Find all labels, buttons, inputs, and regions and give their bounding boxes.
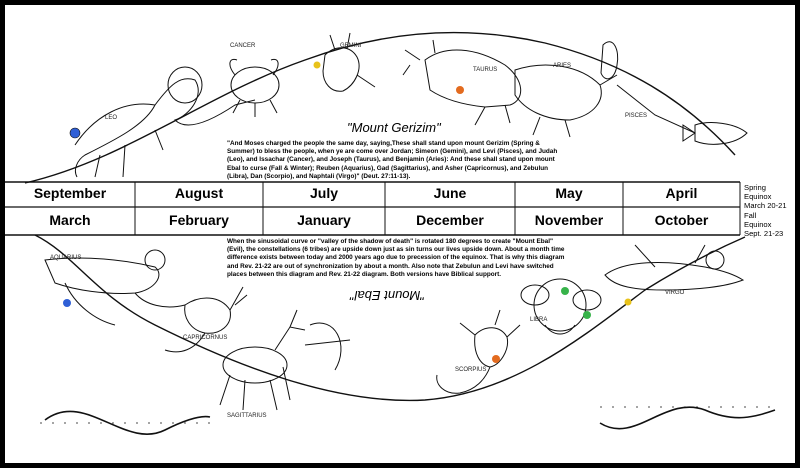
precession-note: When the sinusoidal curve or "valley of the shadow of death" is rotated 180 degrees to create "Mount Ebal" (Evil), the constellations (6 tribes) are upside down just as sin turns our lives upside down. About a month time difference exists between today and 2000 years ago due to precession of the equinox. That is why this diagram and Rev. 21-22 are out of synchronization by about a month. Also note that Zebulun and Levi have switched places between this diagram and Rev. 21-22 diagram. Both versions have Biblical support.	[227, 238, 565, 278]
mount-ebal-title: "Mount Ebal"	[350, 288, 425, 303]
sine-inset-right	[600, 407, 775, 429]
capricornus-figure	[165, 287, 247, 352]
sine-inset-left	[40, 411, 215, 434]
equinox-line-4: Fall	[744, 210, 757, 220]
month-top-5: May	[555, 185, 583, 201]
month-top-3: July	[309, 185, 338, 201]
pisces-label: PISCES	[625, 113, 648, 119]
gemini-star	[314, 62, 321, 69]
month-bottom-2: February	[169, 212, 229, 228]
virgo-figure	[605, 245, 743, 290]
equinox-note	[744, 183, 795, 238]
pisces-figure	[601, 42, 747, 145]
month-bottom-3: January	[297, 212, 351, 228]
aries-figure	[515, 65, 617, 137]
cancer-label: CANCER	[230, 43, 256, 49]
sagittarius-label: SAGITTARIUS	[227, 413, 267, 419]
scorpius-star	[492, 355, 500, 363]
aries-label: ARIES	[553, 63, 572, 69]
virgo-label: VIRGO	[665, 290, 685, 296]
libra-figure	[521, 279, 601, 334]
month-bottom-5: November	[534, 212, 604, 228]
month-top-4: June	[433, 185, 467, 201]
equinox-line-3: March 20-21	[744, 201, 787, 211]
aquarius-star	[63, 299, 71, 307]
mount-gerizim-title: "Mount Gerizim"	[347, 120, 441, 135]
equinox-line-2: Equinox	[744, 192, 772, 202]
virgo-star	[625, 299, 632, 306]
equinox-line-6: Sept. 21-23	[744, 229, 784, 239]
libra-label: LIBRA	[530, 317, 548, 323]
deuteronomy-quote: "And Moses charged the people the same day, saying,These shall stand upon mount Gerizim (Spring & Summer) to bless the people, when ye are come over Jordan; Simeon (Gemini), and Levi (Pisces), and Judah (Leo), and Issachar (Cancer), and Joseph (Taurus), and Benjamin (Aries): And these shall stand upon mount Ebal to curse (Fall & Winter); Reuben (Aquarius), Gad (Sagittarius), and Asher (Capricornus), and Zebulun (Libra), Dan (Scorpio), and Naphtali (Virgo)" (Deut. 27:11-13).	[227, 140, 558, 180]
sagittarius-figure	[220, 310, 350, 410]
gemini-label: GEMINI	[340, 43, 362, 49]
scorpius-label: SCORPIUS	[455, 367, 487, 373]
month-bottom-6: October	[654, 212, 709, 228]
zodiac-diagram	[5, 5, 795, 463]
taurus-figure	[403, 40, 521, 125]
aquarius-figure	[45, 250, 185, 325]
libra-star	[561, 287, 569, 295]
month-bottom-4: December	[416, 212, 484, 228]
scorpius-figure	[437, 310, 520, 393]
libra-star-2	[583, 311, 591, 319]
aquarius-label: AQUARIUS	[50, 255, 82, 261]
taurus-label: TAURUS	[473, 67, 498, 73]
diagram-artwork	[5, 5, 795, 463]
capricornus-label: CAPRICORNUS	[183, 335, 228, 341]
month-bottom-1: March	[49, 212, 91, 228]
leo-label: LEO	[105, 115, 118, 121]
equinox-line-1: Spring	[744, 183, 766, 192]
leo-star	[70, 128, 80, 138]
month-top-6: April	[665, 185, 698, 201]
taurus-star	[456, 86, 464, 94]
equinox-line-5: Equinox	[744, 219, 772, 229]
month-top-1: September	[33, 185, 107, 201]
month-top-2: August	[174, 185, 224, 201]
